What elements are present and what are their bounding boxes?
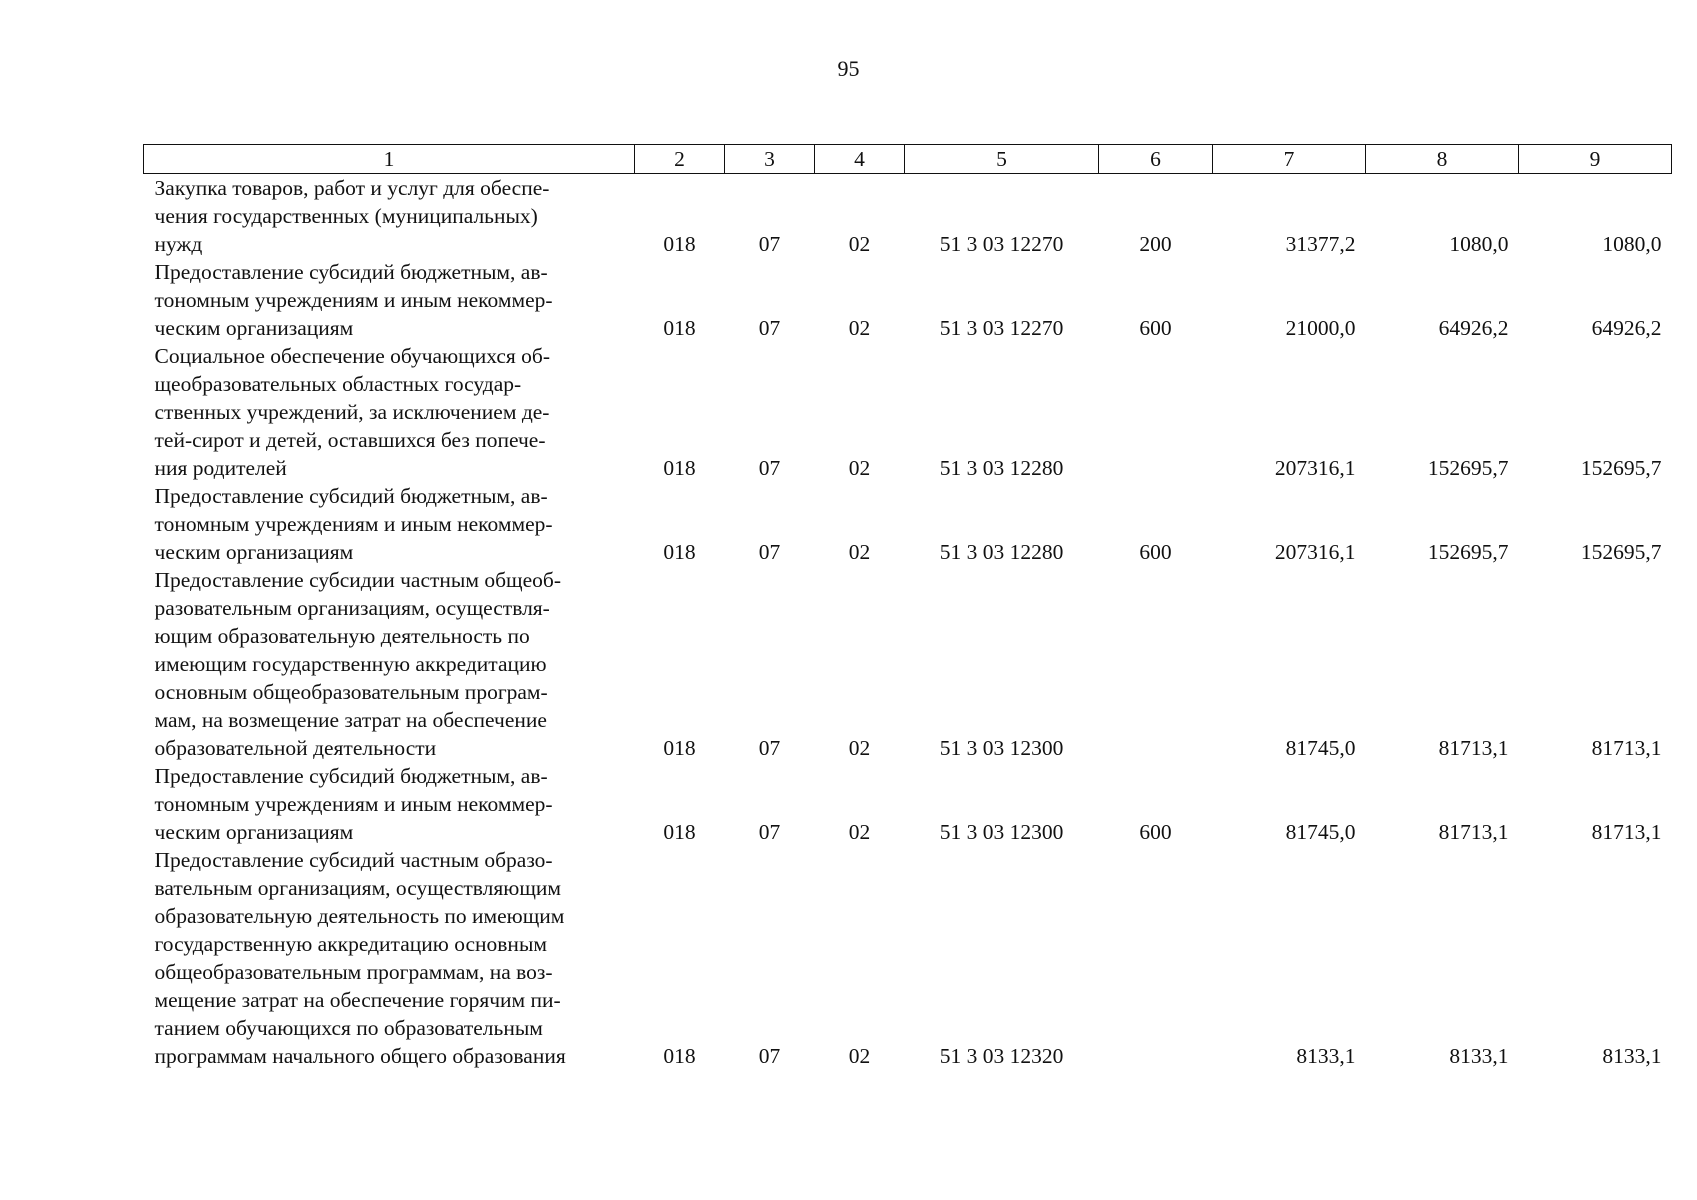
description-line: Закупка товаров, работ и услуг для обеспе- <box>154 176 550 200</box>
page-number: 95 <box>837 56 860 81</box>
ministry-code: 018 <box>663 540 696 564</box>
expense-type-code <box>1099 566 1213 762</box>
budget-table <box>143 144 1672 1070</box>
column-header: 2 <box>635 145 725 174</box>
amount-col-9: 81713,1 <box>1591 820 1662 844</box>
amount-col-8: 81713,1 <box>1438 736 1509 760</box>
description-line: Предоставление субсидий бюджетным, ав- <box>154 764 548 788</box>
target-article-code: 51 3 03 12280 <box>939 456 1064 480</box>
row-description <box>144 762 635 846</box>
description-line: тей-сирот и детей, оставшихся без попече- <box>154 428 546 452</box>
subsection-code: 02 <box>848 820 871 844</box>
description-line: Предоставление субсидии частным общеоб- <box>154 568 561 592</box>
table-row <box>144 482 1672 566</box>
description-line: общеобразовательным программам, на воз- <box>154 960 553 984</box>
expense-type-code: 600 <box>1139 316 1172 340</box>
table-row <box>144 566 1672 762</box>
ministry-code: 018 <box>663 232 696 256</box>
description-line: ственных учреждений, за исключением де- <box>154 400 550 424</box>
table-row <box>144 174 1672 259</box>
ministry-code: 018 <box>663 1044 696 1068</box>
expense-type-code <box>1099 342 1213 482</box>
description-line: танием обучающихся по образовательным <box>154 1016 543 1040</box>
column-header: 9 <box>1519 145 1672 174</box>
column-header: 7 <box>1213 145 1366 174</box>
description-line: программам начального общего образования <box>154 1044 566 1068</box>
amount-col-7: 31377,2 <box>1285 232 1356 256</box>
description-line: мещение затрат на обеспечение горячим пи- <box>154 988 561 1012</box>
subsection-code: 02 <box>848 316 871 340</box>
description-line: образовательной деятельности <box>154 736 437 760</box>
description-line: ния родителей <box>154 456 287 480</box>
expense-type-code: 600 <box>1139 540 1172 564</box>
column-header: 3 <box>725 145 815 174</box>
target-article-code: 51 3 03 12320 <box>939 1044 1064 1068</box>
subsection-code: 02 <box>848 456 871 480</box>
amount-col-9: 81713,1 <box>1591 736 1662 760</box>
ministry-code: 018 <box>663 736 696 760</box>
target-article-code: 51 3 03 12280 <box>939 540 1064 564</box>
amount-col-7: 81745,0 <box>1285 736 1356 760</box>
description-line: вательным организациям, осуществляющим <box>154 876 562 900</box>
amount-col-9: 64926,2 <box>1591 316 1662 340</box>
description-line: Предоставление субсидий бюджетным, ав- <box>154 260 548 284</box>
description-line: Предоставление субсидий частным образо- <box>154 848 553 872</box>
section-code: 07 <box>758 232 781 256</box>
amount-col-8: 81713,1 <box>1438 820 1509 844</box>
description-line: разовательным организациям, осуществля- <box>154 596 550 620</box>
subsection-code: 02 <box>848 1044 871 1068</box>
amount-col-8: 152695,7 <box>1427 456 1509 480</box>
row-description <box>144 846 635 1070</box>
amount-col-7: 207316,1 <box>1274 456 1356 480</box>
target-article-code: 51 3 03 12300 <box>939 820 1064 844</box>
column-header: 6 <box>1099 145 1213 174</box>
ministry-code: 018 <box>663 456 696 480</box>
description-line: нужд <box>154 232 203 256</box>
expense-type-code <box>1099 846 1213 1070</box>
row-description <box>144 342 635 482</box>
amount-col-9: 1080,0 <box>1602 232 1662 256</box>
table-row <box>144 762 1672 846</box>
section-code: 07 <box>758 1044 781 1068</box>
section-code: 07 <box>758 820 781 844</box>
amount-col-8: 8133,1 <box>1449 1044 1509 1068</box>
description-line: тономным учреждениям и иным некоммер- <box>154 512 553 536</box>
row-description <box>144 482 635 566</box>
subsection-code: 02 <box>848 736 871 760</box>
table-row <box>144 258 1672 342</box>
description-line: основным общеобразовательным програм- <box>154 680 548 704</box>
column-header: 8 <box>1366 145 1519 174</box>
amount-col-7: 21000,0 <box>1285 316 1356 340</box>
section-code: 07 <box>758 540 781 564</box>
target-article-code: 51 3 03 12300 <box>939 736 1064 760</box>
section-code: 07 <box>758 456 781 480</box>
amount-col-7: 207316,1 <box>1274 540 1356 564</box>
subsection-code: 02 <box>848 540 871 564</box>
table-row <box>144 846 1672 1070</box>
amount-col-8: 152695,7 <box>1427 540 1509 564</box>
target-article-code: 51 3 03 12270 <box>939 232 1064 256</box>
amount-col-8: 64926,2 <box>1438 316 1509 340</box>
table-header <box>144 145 1672 174</box>
amount-col-8: 1080,0 <box>1449 232 1509 256</box>
ministry-code: 018 <box>663 820 696 844</box>
amount-col-9: 8133,1 <box>1602 1044 1662 1068</box>
table-row <box>144 342 1672 482</box>
amount-col-9: 152695,7 <box>1580 456 1662 480</box>
description-line: Предоставление субсидий бюджетным, ав- <box>154 484 548 508</box>
row-description <box>144 566 635 762</box>
description-line: имеющим государственную аккредитацию <box>154 652 547 676</box>
column-header: 4 <box>815 145 905 174</box>
expense-type-code: 200 <box>1139 232 1172 256</box>
description-line: мам, на возмещение затрат на обеспечение <box>154 708 547 732</box>
description-line: ческим организациям <box>154 540 354 564</box>
description-line: ческим организациям <box>154 820 354 844</box>
table-body <box>144 174 1672 1071</box>
target-article-code: 51 3 03 12270 <box>939 316 1064 340</box>
description-line: ческим организациям <box>154 316 354 340</box>
description-line: тономным учреждениям и иным некоммер- <box>154 288 553 312</box>
amount-col-7: 8133,1 <box>1296 1044 1356 1068</box>
description-line: образовательную деятельность по имеющим <box>154 904 565 928</box>
description-line: тономным учреждениям и иным некоммер- <box>154 792 553 816</box>
section-code: 07 <box>758 736 781 760</box>
description-line: государственную аккредитацию основным <box>154 932 547 956</box>
description-line: щеобразовательных областных государ- <box>154 372 522 396</box>
section-code: 07 <box>758 316 781 340</box>
column-header: 5 <box>905 145 1099 174</box>
ministry-code: 018 <box>663 316 696 340</box>
description-line: Социальное обеспечение обучающихся об- <box>154 344 551 368</box>
expense-type-code: 600 <box>1139 820 1172 844</box>
subsection-code: 02 <box>848 232 871 256</box>
column-header: 1 <box>144 145 635 174</box>
amount-col-7: 81745,0 <box>1285 820 1356 844</box>
amount-col-9: 152695,7 <box>1580 540 1662 564</box>
header-row <box>144 145 1672 174</box>
description-line: чения государственных (муниципальных) <box>154 204 538 228</box>
description-line: ющим образовательную деятельность по <box>154 624 530 648</box>
row-description <box>144 174 635 259</box>
row-description <box>144 258 635 342</box>
